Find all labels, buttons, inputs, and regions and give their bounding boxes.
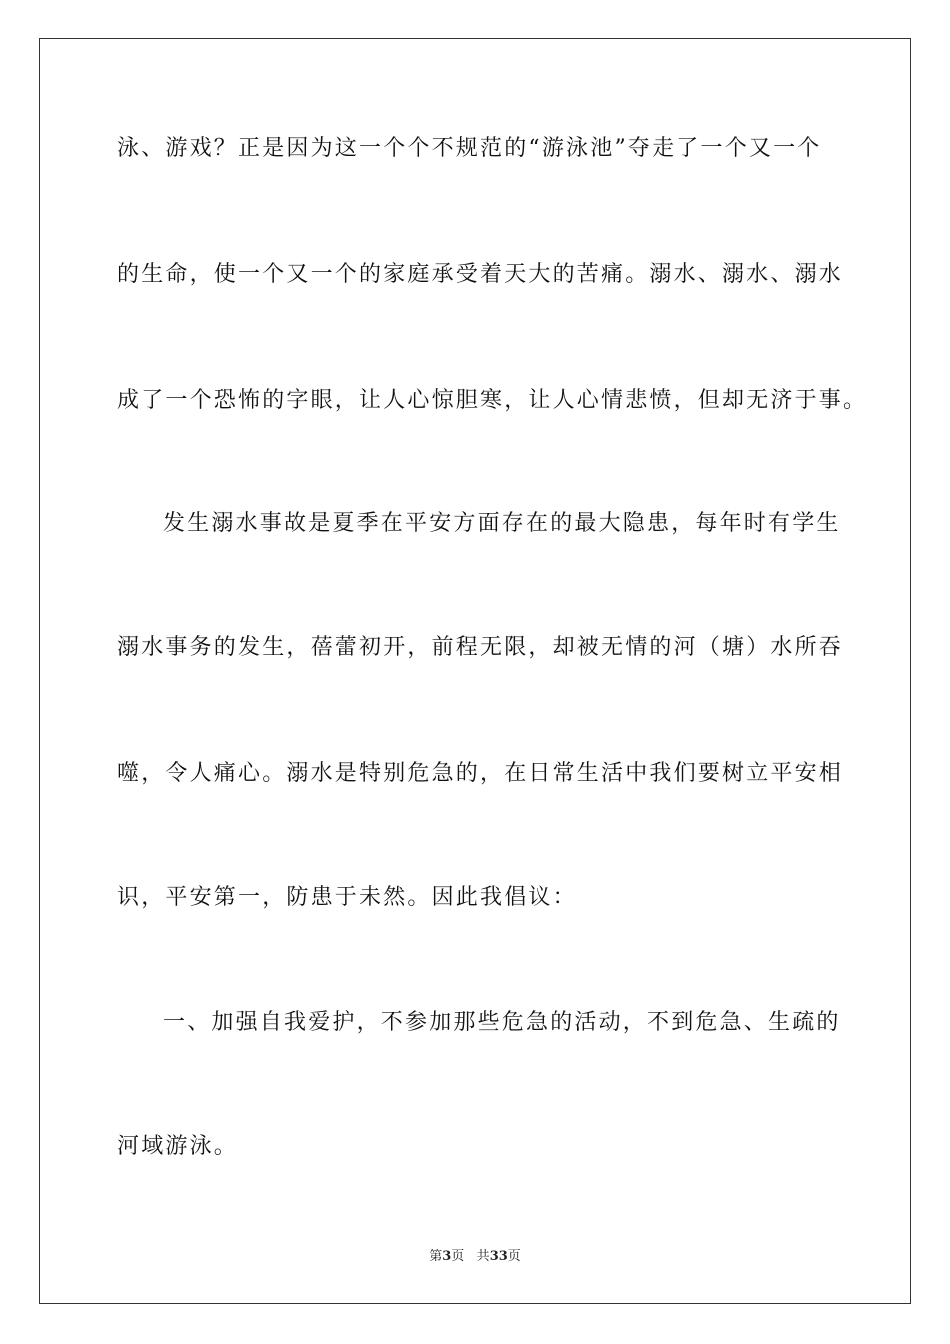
paragraph-line-1: 泳、游戏？正是因为这一个个不规范的“游泳池”夺走了一个又一个 [117, 136, 822, 161]
page-prefix: 第 [429, 1249, 443, 1264]
paragraph-line-3: 成了一个恐怖的字眼，让人心惊胆寒，让人心情悲愤，但却无济于事。 [117, 388, 868, 413]
paragraph-line-4: 发生溺水事故是夏季在平安方面存在的最大隐患，每年时有学生 [163, 511, 841, 536]
paragraph-line-7: 识，平安第一，防患于未然。因此我倡议： [117, 885, 577, 910]
page-border [39, 38, 911, 1304]
paragraph-line-2: 的生命，使一个又一个的家庭承受着天大的苦痛。溺水、溺水、溺水 [117, 262, 844, 287]
page-number: 3 [442, 1249, 452, 1264]
total-suffix: 页 [507, 1249, 521, 1264]
paragraph-line-6: 噬，令人痛心。溺水是特别危急的，在日常生活中我们要树立平安相 [117, 761, 844, 786]
total-pages: 33 [489, 1249, 508, 1264]
paragraph-line-8: 一、加强自我爱护，不参加那些危急的活动，不到危急、生疏的 [163, 1010, 841, 1035]
paragraph-line-9: 河域游泳。 [117, 1134, 239, 1159]
total-prefix: 共 [476, 1249, 490, 1264]
paragraph-line-5: 溺水事务的发生，蓓蕾初开，前程无限，却被无情的河（塘）水所吞 [117, 635, 844, 660]
page-footer [0, 1249, 950, 1265]
page-suffix: 页 [451, 1249, 465, 1264]
